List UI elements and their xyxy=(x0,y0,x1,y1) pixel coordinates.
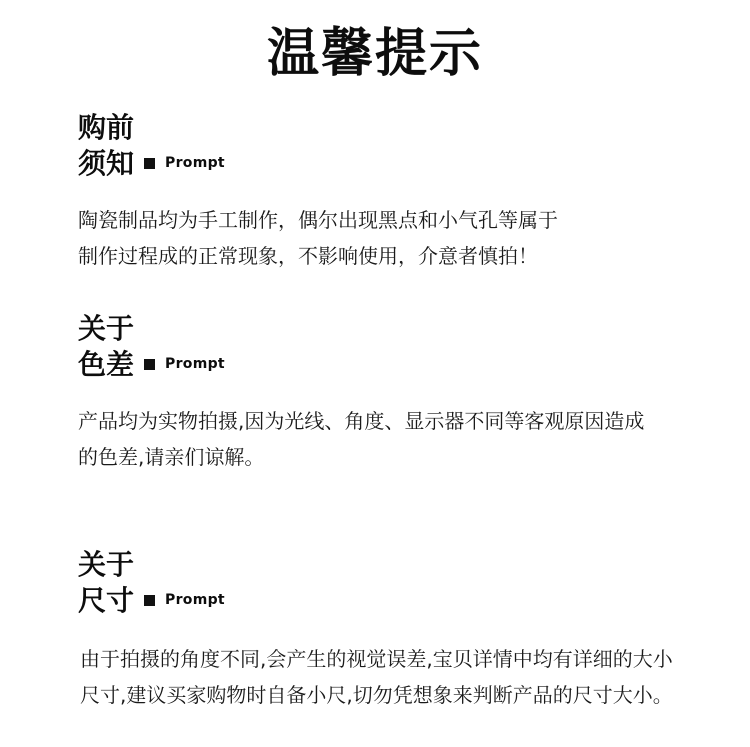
body-line: 的色差,请亲们谅解。 xyxy=(78,445,265,469)
section-heading-line2-row xyxy=(78,146,738,182)
section-heading-line2-row xyxy=(78,347,738,383)
page-title: 温馨提示 xyxy=(266,24,483,84)
section-heading-line1: 购前 xyxy=(78,111,135,144)
square-bullet-icon xyxy=(144,359,155,370)
section-heading-line1: 关于 xyxy=(78,312,135,345)
body-line: 陶瓷制品均为手工制作，偶尔出现黑点和小气孔等属于 xyxy=(78,208,558,232)
section-heading-line2: 尺寸 xyxy=(78,584,135,617)
section-color-difference xyxy=(78,311,738,475)
prompt-tag: Prompt xyxy=(165,155,225,171)
body-line: 尺寸,建议买家购物时自备小尺,切勿凭想象来判断产品的尺寸大小。 xyxy=(80,683,673,707)
section-heading-line2-row xyxy=(78,583,738,619)
square-bullet-icon xyxy=(144,595,155,606)
prompt-tag: Prompt xyxy=(165,356,225,372)
prompt-tag: Prompt xyxy=(165,592,225,608)
section-heading-line1: 关于 xyxy=(78,548,135,581)
section-heading-line2: 须知 xyxy=(78,147,135,180)
square-bullet-icon xyxy=(144,158,155,169)
section-body xyxy=(78,202,738,274)
section-body xyxy=(80,641,738,713)
section-heading-line2: 色差 xyxy=(78,348,135,381)
section-size xyxy=(78,547,738,713)
body-line: 制作过程成的正常现象，不影响使用，介意者慎拍！ xyxy=(78,244,538,268)
body-line: 由于拍摄的角度不同,会产生的视觉误差,宝贝详情中均有详细的大小 xyxy=(80,647,673,671)
section-before-purchase xyxy=(78,110,738,274)
section-body xyxy=(78,403,738,475)
body-line: 产品均为实物拍摄,因为光线、角度、显示器不同等客观原因造成 xyxy=(78,409,645,433)
